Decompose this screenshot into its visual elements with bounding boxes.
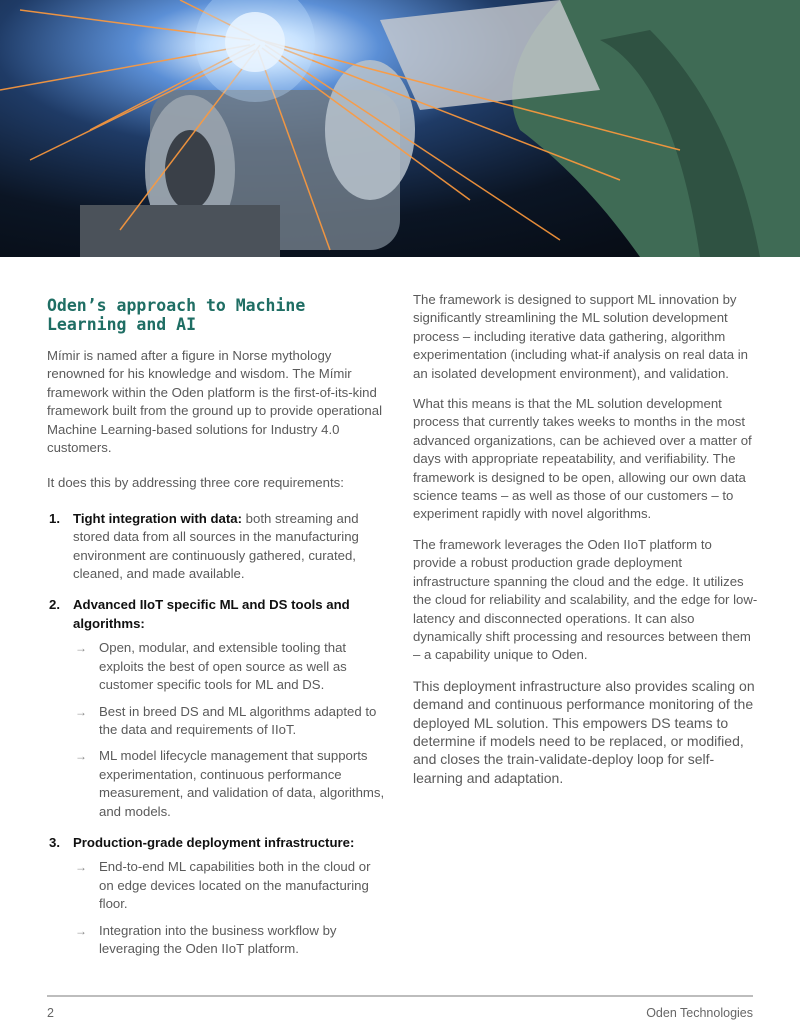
left-column	[47, 347, 387, 971]
sub-item-text: Best in breed DS and ML algorithms adapted to the data and requirements of IIoT.	[99, 703, 377, 737]
requirement-item	[47, 510, 387, 584]
requirement-number: 1.	[49, 510, 60, 526]
arrow-right-icon: →	[75, 704, 87, 719]
sub-list-item	[73, 922, 387, 959]
sub-item-text: End-to-end ML capabilities both in the cloud or on edge devices located on the manufacturing floor.	[99, 859, 371, 912]
deployment-paragraph: This deployment infrastructure also provides scaling on demand and continuous performance monitoring of the deployed ML solution. This empowers DS teams to determine if models need to be replaced, or modified, and closes the train-validate-deploy loop for self-learning and adaptation.	[413, 677, 755, 786]
sub-list-item	[73, 747, 387, 821]
platform-paragraph: The framework leverages the Oden IIoT platform to provide a robust production grade deployment infrastructure spanning the cloud and the edge. It utilizes the cloud for reliability and scalability, and the edge for low-latency and disconnected operations. It can also dynamically shift processing and resources between them – a capability unique to Oden.	[413, 536, 758, 663]
hero-welding-photo	[0, 0, 800, 257]
footer-divider	[47, 995, 753, 997]
section-title: Oden’s approach to Machine Learning and AI	[47, 296, 306, 334]
sub-list	[73, 639, 387, 821]
company-name: Oden Technologies	[646, 1006, 753, 1020]
page-number: 2	[47, 1006, 54, 1020]
requirement-item	[47, 834, 387, 958]
arrow-right-icon: →	[75, 641, 87, 656]
requirements-list	[47, 510, 387, 959]
requirement-title: Production-grade deployment infrastructure:	[73, 834, 355, 850]
requirement-title: Advanced IIoT specific ML and DS tools and algorithms:	[73, 597, 350, 631]
requirements-intro: It does this by addressing three core requirements:	[47, 475, 344, 491]
sub-list	[73, 858, 387, 958]
right-column	[413, 291, 758, 799]
arrow-right-icon: →	[75, 749, 87, 764]
sub-list-item	[73, 703, 387, 740]
sub-list-item	[73, 639, 387, 694]
welding-illustration	[0, 0, 800, 257]
sub-item-text: Open, modular, and extensible tooling that exploits the best of open source as well as customer specific tools for ML and DS.	[99, 640, 347, 693]
meaning-paragraph: What this means is that the ML solution development process that currently takes weeks to months in the most advanced organizations, can be achieved over a matter of days with appropriate repeatability, and verifiability. The framework is designed to be open, allowing our own data science teams – as well as those of our customers – to experiment rapidly with novel algorithms.	[413, 396, 752, 522]
arrow-right-icon: →	[75, 860, 87, 875]
intro-paragraph: Mímir is named after a figure in Norse mythology renowned for his knowledge and wisdom. The Mímir framework within the Oden platform is the first-of-its-kind framework built from the ground up to provide operational Machine Learning-based solutions for Industry 4.0 customers.	[47, 348, 382, 456]
requirement-title: Tight integration with data:	[73, 510, 242, 526]
framework-paragraph: The framework is designed to support ML innovation by significantly streamlining the ML solution development process – including iterative data gathering, algorithm experimentation (including what-if analysis on real data in an isolated development environment), and validation.	[413, 292, 748, 381]
requirement-number: 2.	[49, 597, 60, 613]
sub-item-text: Integration into the business workflow by leveraging the Oden IIoT platform.	[99, 922, 337, 956]
requirement-item	[47, 596, 387, 820]
arrow-right-icon: →	[75, 923, 87, 938]
sub-list-item	[73, 858, 387, 913]
requirement-number: 3.	[49, 834, 60, 850]
requirement-text: both streaming and stored data from all sources in the manufacturing environment are continuously gathered, curated, cleaned, and made available.	[73, 510, 359, 582]
sub-item-text: ML model lifecycle management that supports experimentation, continuous performance measurement, and validation of data, algorithms, and models.	[99, 748, 385, 819]
